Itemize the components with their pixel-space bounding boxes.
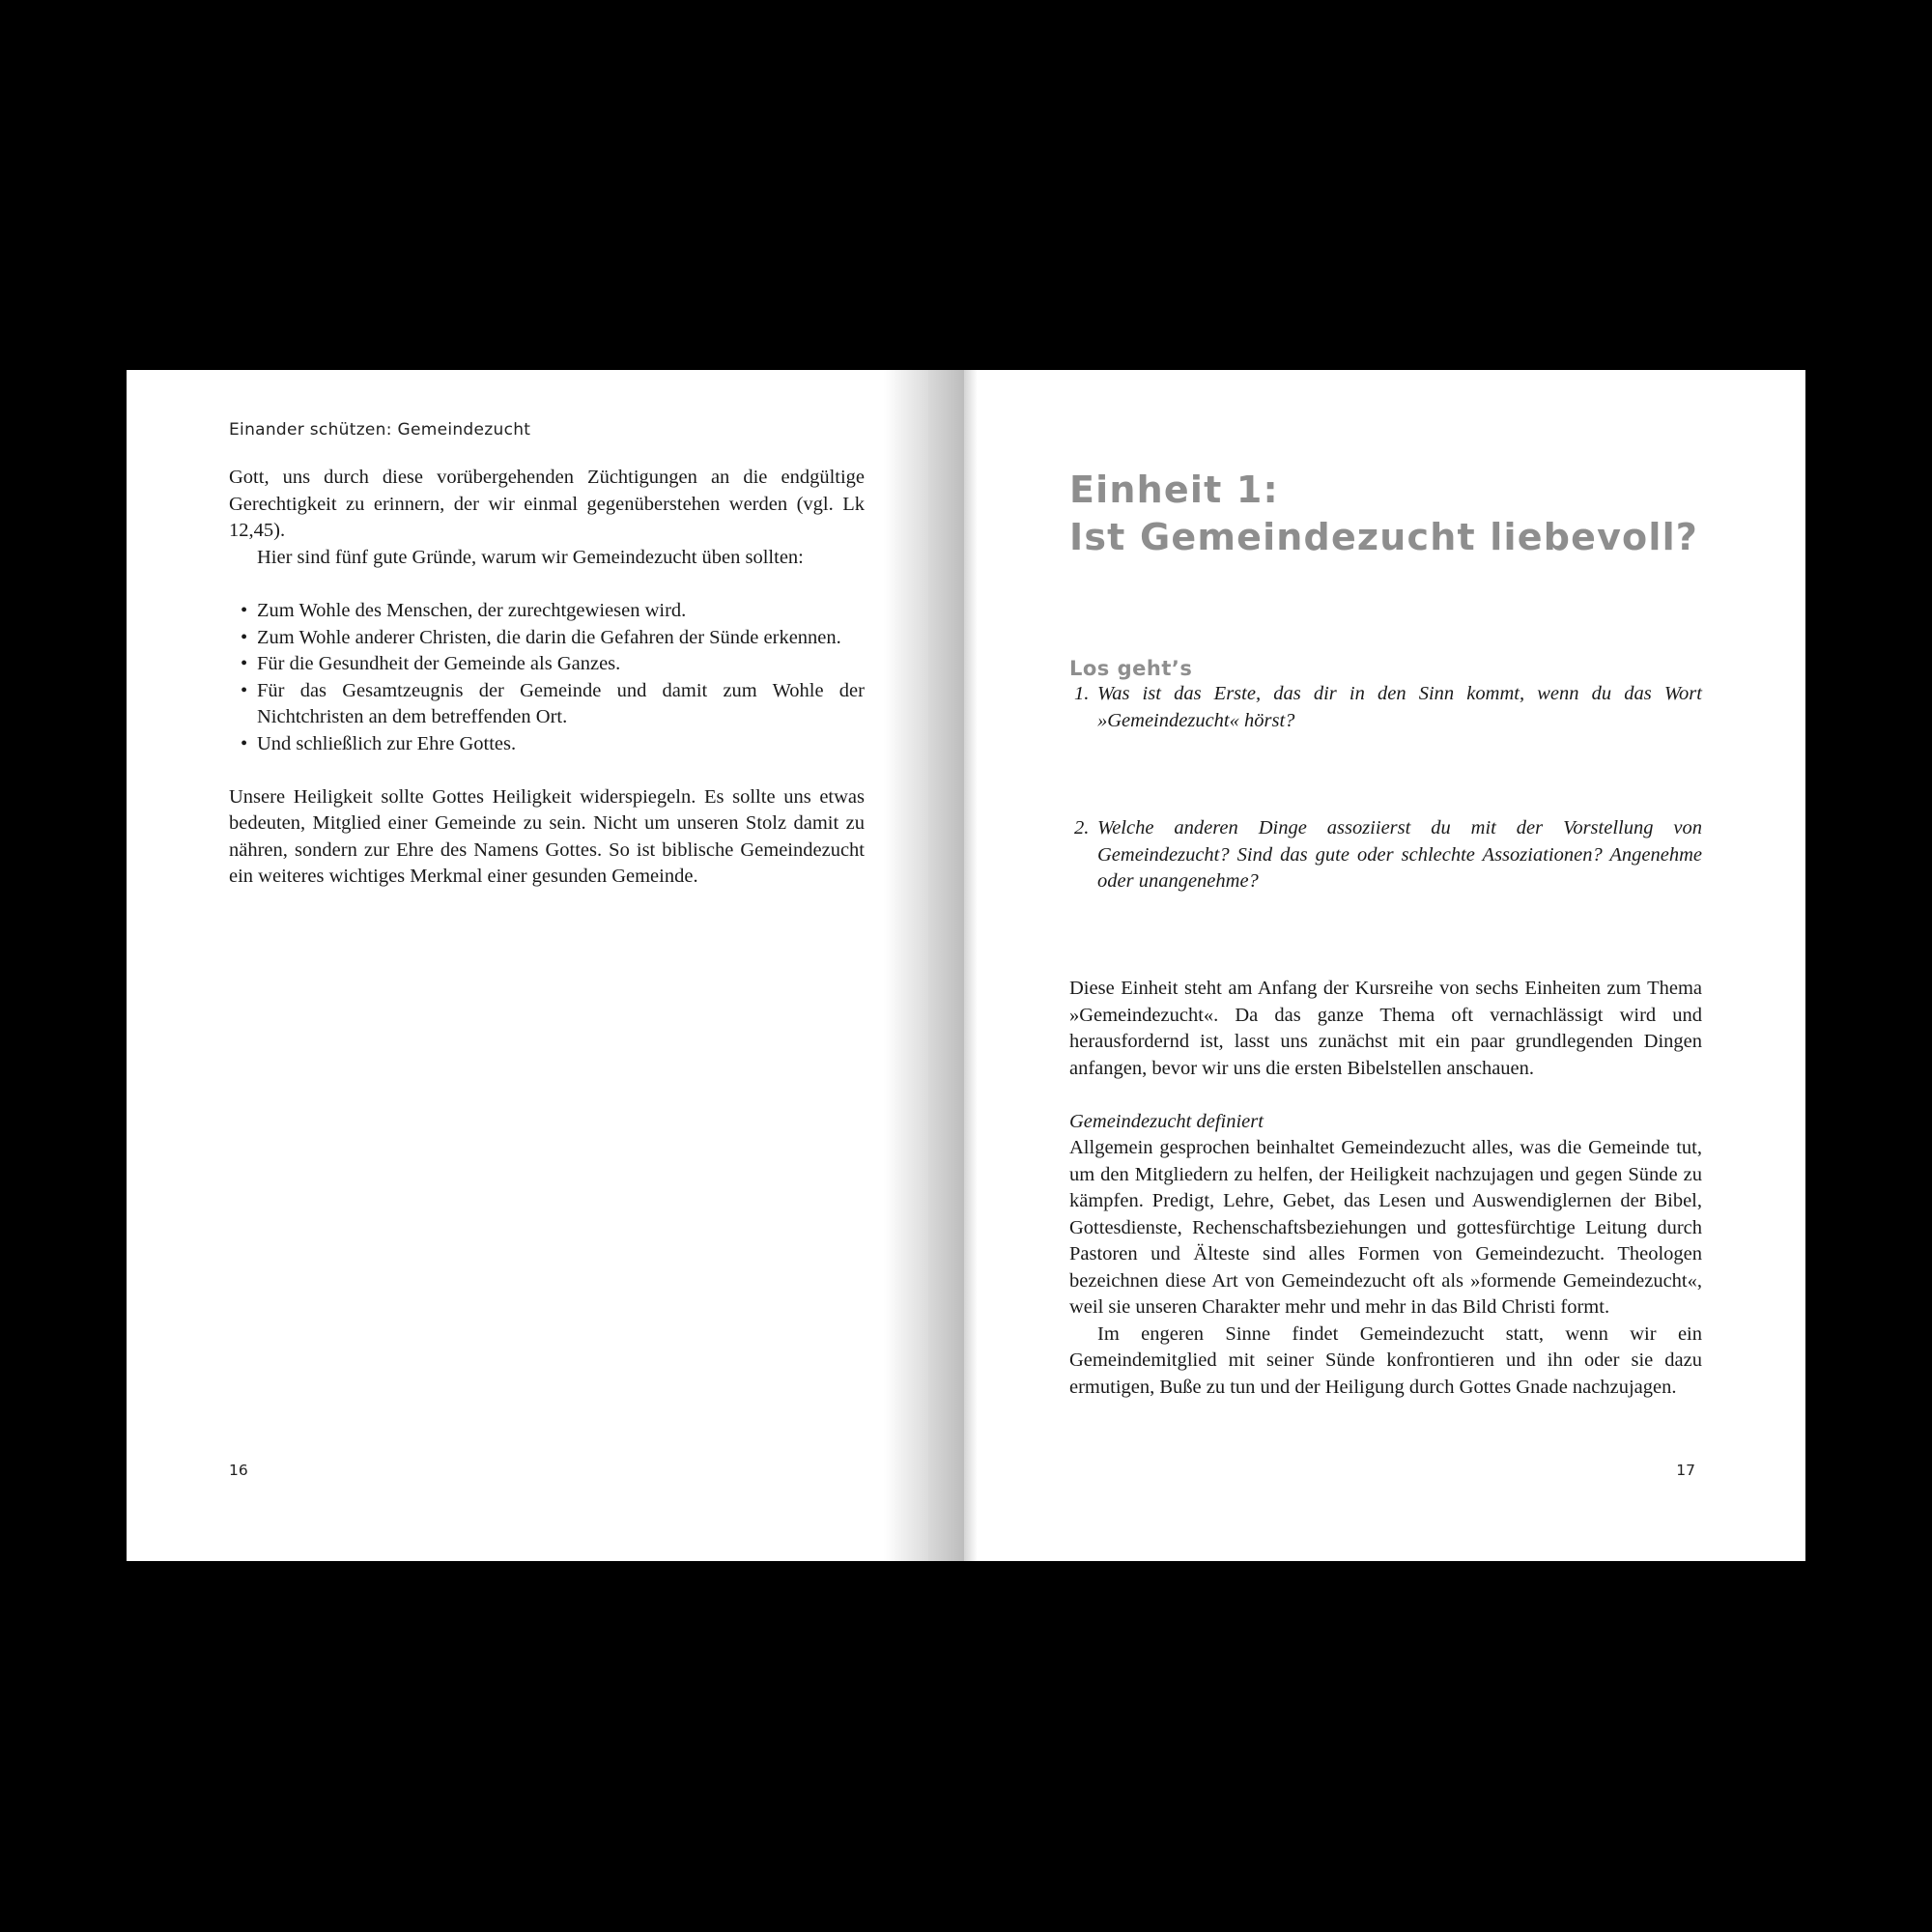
definition-paragraph: Allgemein gesprochen beinhaltet Gemeindezucht alles, was die Gemeinde tut, um den Mitgliedern zu helfen, der Heiligkeit nachzujagen und gegen Sünde zu kämpfen. Predigt, Lehre, Gebet, das Lesen und Auswendiglernen der Bibel, Gottesdienste, Rechenschaftsbeziehungen und gottesfürchtige Leitung durch Pastoren und Älteste sind alles Formen von Gemeindezucht. Theologen bezeichnen diese Art von Gemeindezucht oft als »formende Gemeindezucht«, weil sie unseren Charakter mehr und mehr in das Bild Christi formt. bbox=[1069, 1137, 1702, 1318]
subheading-definition: Gemeindezucht definiert bbox=[1069, 1110, 1264, 1132]
intro-paragraph: Diese Einheit steht am Anfang der Kursreihe von sechs Einheiten zum Thema »Gemeindezucht«. Da das ganze Thema oft vernachlässigt wird und herausfordernd ist, lasst uns zunächst mit ein paar grundlegenden Dingen anfangen, bevor wir uns die ersten Bibelstellen anschauen. bbox=[1069, 978, 1702, 1079]
right-body-text bbox=[1069, 976, 1702, 1401]
list-item: • Und schließlich zur Ehre Gottes. bbox=[241, 732, 517, 754]
page-number-left: 16 bbox=[229, 1462, 248, 1479]
section-heading: Los geht’s bbox=[1069, 657, 1193, 680]
question-text: Was ist das Erste, das dir in den Sinn kommt, wenn du das Wort »Gemeindezucht« hörst? bbox=[1097, 683, 1702, 731]
question-text: Welche anderen Dinge assoziierst du mit der Vorstellung von Gemeindezucht? Sind das gute oder schlechte Assoziationen? Angenehme oder unangenehme? bbox=[1097, 817, 1702, 892]
left-page bbox=[127, 370, 928, 1561]
reasons-list bbox=[229, 598, 865, 757]
left-page-fold-shadow bbox=[884, 370, 928, 1561]
list-item: • Für die Gesundheit der Gemeinde als Ganzes. bbox=[241, 653, 621, 674]
paragraph-continuation: Gott, uns durch diese vorübergehenden Züchtigungen an die endgültige Gerechtigkeit zu erinnern, der wir einmal gegenüberstehen werden (vgl. Lk 12,45). bbox=[229, 467, 865, 541]
right-page-fold-shadow bbox=[964, 370, 978, 1561]
question-number: 2. bbox=[1074, 817, 1090, 838]
question-number: 1. bbox=[1074, 683, 1090, 704]
book-gutter bbox=[928, 370, 964, 1561]
narrow-sense-paragraph: Im engeren Sinne findet Gemeindezucht statt, wenn wir ein Gemeindemitglied mit seiner Sünde konfrontieren und ihn oder sie dazu ermutigen, Buße zu tun und der Heiligung durch Gottes Gnade nachzujagen. bbox=[1069, 1322, 1702, 1398]
unit-title bbox=[1069, 467, 1698, 561]
list-item: • Zum Wohle des Menschen, der zurechtgewiesen wird. bbox=[241, 600, 687, 621]
unit-title-line-2: Ist Gemeindezucht liebevoll? bbox=[1069, 516, 1699, 558]
left-body-text bbox=[229, 465, 865, 891]
question-item bbox=[1069, 815, 1702, 895]
unit-title-line-1: Einheit 1: bbox=[1069, 469, 1279, 511]
list-item: • Zum Wohle anderer Christen, die darin die Gefahren der Sünde erkennen. bbox=[241, 626, 841, 648]
list-item: • Für das Gesamtzeugnis der Gemeinde und damit zum Wohle der Nichtchristen an dem betreffenden Ort. bbox=[241, 679, 865, 727]
page-number-right: 17 bbox=[1676, 1462, 1695, 1479]
right-page bbox=[964, 370, 1805, 1561]
running-head: Einander schützen: Gemeindezucht bbox=[229, 420, 531, 440]
question-item bbox=[1069, 681, 1702, 734]
paragraph-reasons-intro: Hier sind fünf gute Gründe, warum wir Gemeindezucht üben sollten: bbox=[257, 546, 804, 568]
paragraph-holiness: Unsere Heiligkeit sollte Gottes Heiligkeit widerspiegeln. Es sollte uns etwas bedeuten, Mitglied einer Gemeinde zu sein. Nicht um unseren Stolz damit zu nähren, sondern zur Ehre des Namens Gottes. So ist biblische Gemeindezucht ein weiteres wichtiges Merkmal einer gesunden Gemeinde. bbox=[229, 785, 865, 887]
